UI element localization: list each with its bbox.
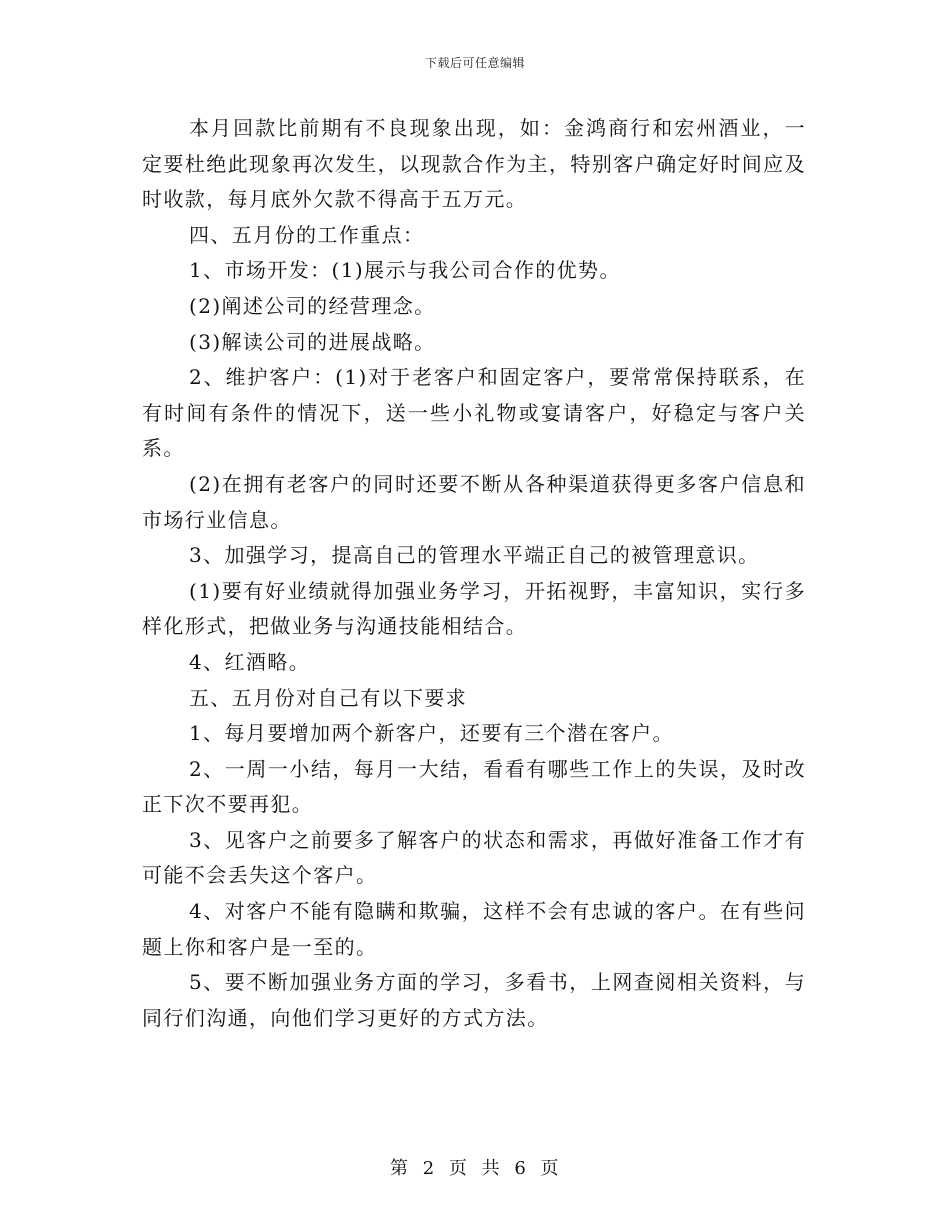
paragraph: (3)解读公司的进展战略。 (189, 329, 436, 354)
paragraph: 3、见客户之前要多了解客户的状态和需求，再做好准备工作才有可能不会丢失这个客户。 (142, 827, 806, 888)
paragraph: (1)要有好业绩就得加强业务学习，开拓视野，丰富知识，实行多样化形式，把做业务与沟通技能相结合。 (142, 578, 806, 639)
paragraph: 本月回款比前期有不良现象出现，如：金鸿商行和宏州酒业，一定要杜绝此现象再次发生，以现款合作为主，特别客户确定好时间应及时收款，每月底外欠款不得高于五万元。 (142, 116, 806, 212)
paragraph: 1、市场开发：(1)展示与我公司合作的优势。 (189, 258, 621, 283)
paragraph: 5、要不断加强业务方面的学习，多看书，上网查阅相关资料，与同行们沟通，向他们学习更好的方式方法。 (142, 970, 806, 1030)
paragraph: 4、对客户不能有隐瞒和欺骗，这样不会有忠诚的客户。在有些问题上你和客户是一至的。 (142, 899, 806, 959)
paragraph: (2)阐述公司的经营理念。 (189, 293, 436, 318)
paragraph: 4、红酒略。 (189, 649, 311, 674)
paragraph: 2、一周一小结，每月一大结，看看有哪些工作上的失误，及时改正下次不要再犯。 (142, 756, 806, 817)
section-heading: 四、五月份的工作重点： (189, 222, 425, 247)
paragraph: 1、每月要增加两个新客户，还要有三个潜在客户。 (189, 721, 674, 746)
paragraph: (2)在拥有老客户的同时还要不断从各种渠道获得更多客户信息和市场行业信息。 (142, 471, 806, 532)
page-number-footer: 第 2 页 共 6 页 (389, 1158, 560, 1179)
paragraph: 3、加强学习，提高自己的管理水平端正自己的被管理意识。 (189, 543, 760, 568)
document-body (142, 111, 806, 1036)
paragraph: 2、维护客户：(1)对于老客户和固定客户，要常常保持联系，在有时间有条件的情况下，送一些小礼物或宴请客户，好稳定与客户关系。 (142, 365, 806, 461)
page-header: 下载后可任意编辑 (424, 56, 525, 70)
section-heading: 五、五月份对自己有以下要求 (189, 685, 468, 710)
